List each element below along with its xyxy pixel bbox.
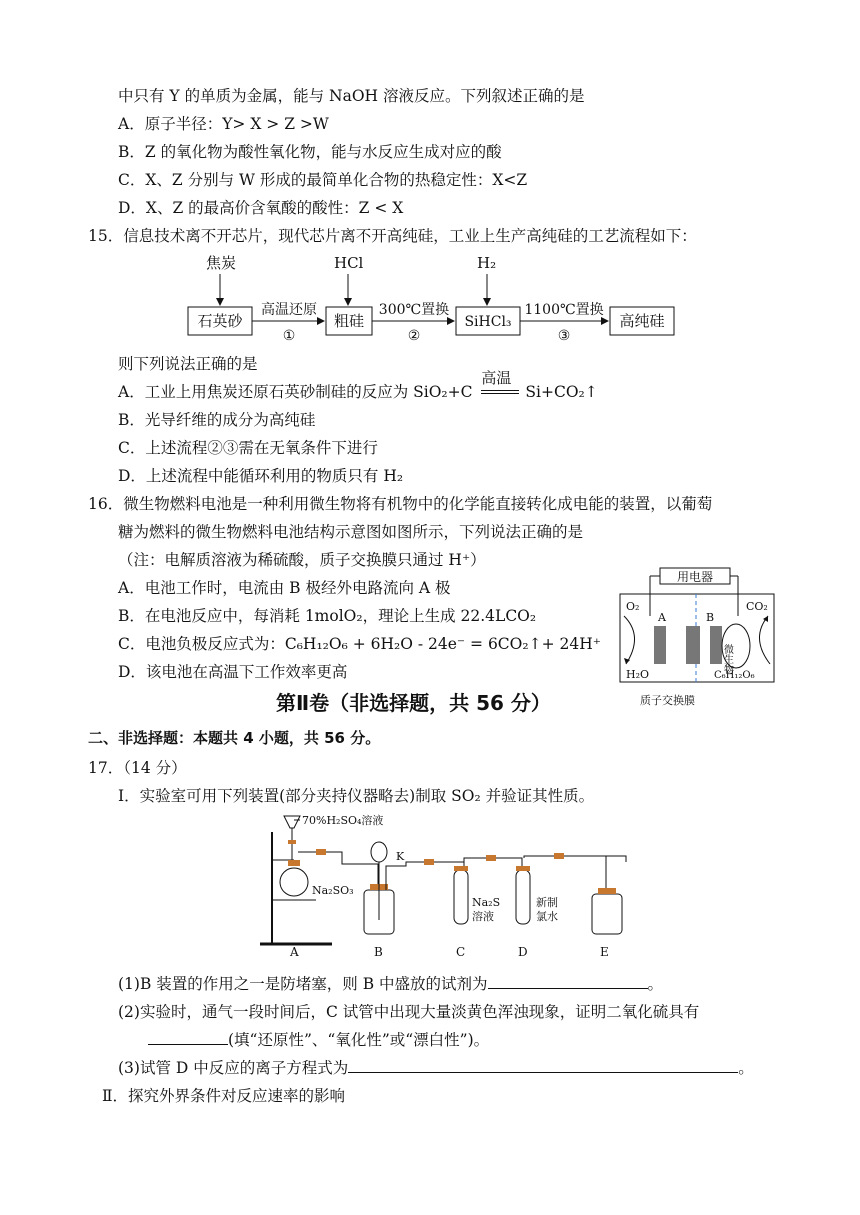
water-label: H₂O xyxy=(626,668,650,681)
flow-step-num-1: ① xyxy=(282,328,296,344)
flow-step-1: 高温还原 xyxy=(261,302,317,318)
flow-step-num-2: ② xyxy=(407,328,421,344)
q16-option-a: A．电池工作时，电流由 B 极经外电路流向 A 极 xyxy=(118,579,451,597)
fuel-cell-figure xyxy=(618,566,778,711)
flow-input-h2: H₂ xyxy=(477,254,497,272)
q17-sub-2-end: (填“还原性”、“氧化性”或“漂白性”)。 xyxy=(228,1031,490,1049)
flow-box-quartz: 石英砂 xyxy=(197,312,243,330)
q17-sub-3-end: 。 xyxy=(738,1059,754,1077)
q17-part2: Ⅱ．探究外界条件对反应速率的影响 xyxy=(102,1087,346,1105)
electrode-a-label: A xyxy=(658,611,666,624)
q15-a-text: A．工业上用焦炭还原石英砂制硅的反应为 SiO₂+C xyxy=(118,383,473,401)
flow-box-pure-si: 高纯硅 xyxy=(619,312,665,330)
reaction-condition xyxy=(477,369,525,402)
apparatus-label-e: E xyxy=(600,945,609,959)
q17-part1: Ⅰ．实验室可用下列装置(部分夹持仪器略去)制取 SO₂ 并验证其性质。 xyxy=(118,787,595,805)
answer-blank-2[interactable] xyxy=(148,1030,228,1045)
flow-input-coke: 焦炭 xyxy=(206,254,237,272)
q15-option-b: B．光导纤维的成分为高纯硅 xyxy=(118,411,316,429)
q17-sub-3 xyxy=(118,1058,754,1078)
device-label: 用电器 xyxy=(676,570,714,584)
flow-step-2: 300℃置换 xyxy=(378,302,450,318)
flow-step-num-3: ③ xyxy=(557,328,571,344)
q16-option-b: B．在电池反应中，每消耗 1molO₂，理论上生成 22.4LCO₂ xyxy=(118,607,537,625)
q16-stem-2: 糖为燃料的微生物燃料电池结构示意图如图所示，下列说法正确的是 xyxy=(118,523,584,541)
q14-option-a: A．原子半径：Y> X > Z >W xyxy=(118,115,329,133)
q17-number: 17．（14 分） xyxy=(88,759,187,777)
q16-option-d: D．该电池在高温下工作效率更高 xyxy=(118,663,348,681)
c-solution-1: Na₂S xyxy=(472,896,501,909)
q15-a-product: Si+CO₂↑ xyxy=(525,383,598,401)
reaction-condition-label: 高温 xyxy=(481,369,512,387)
acid-label: 70%H₂SO₄溶液 xyxy=(302,814,384,827)
d-solution-2: 氯水 xyxy=(536,910,558,923)
q17-sub-1-text: (1)B 装置的作用之一是防堵塞，则 B 中盛放的试剂为 xyxy=(118,975,488,993)
q15-option-c: C．上述流程②③需在无氧条件下进行 xyxy=(118,439,378,457)
q15-stem: 15．信息技术离不开芯片，现代芯片离不开高纯硅，工业上生产高纯硅的工艺流程如下： xyxy=(88,227,697,245)
answer-blank-3[interactable] xyxy=(348,1058,738,1073)
q17-sub-1 xyxy=(118,974,663,994)
flow-box-sihcl3: SiHCl₃ xyxy=(464,314,512,330)
membrane-caption: 质子交换膜 xyxy=(640,694,695,707)
solid-label: Na₂SO₃ xyxy=(312,884,354,897)
q14-option-b: B．Z 的氧化物为酸性氧化物，能与水反应生成对应的酸 xyxy=(118,143,502,161)
q17-sub-2: (2)实验时，通气一段时间后，C 试管中出现大量淡黄色浑浊现象，证明二氧化硫具有 xyxy=(118,1003,700,1021)
so2-apparatus-figure xyxy=(258,810,638,960)
q16-note: （注：电解质溶液为稀硫酸，质子交换膜只通过 H⁺） xyxy=(118,551,486,569)
q15-option-d: D．上述流程中能循环利用的物质只有 H₂ xyxy=(118,467,404,485)
apparatus-label-d: D xyxy=(518,945,528,959)
q15-flow-diagram xyxy=(180,250,700,350)
q16-option-c: C．电池负极反应式为：C₆H₁₂O₆ + 6H₂O - 24e⁻ = 6CO₂↑+ 24H⁺ xyxy=(118,635,601,653)
q17-sub-2-cont xyxy=(148,1030,489,1050)
apparatus-label-c: C xyxy=(456,945,466,959)
q16-stem-1: 16．微生物燃料电池是一种利用微生物将有机物中的化学能直接转化成电能的装置，以葡萄 xyxy=(88,495,713,513)
q14-stem-tail: 中只有 Y 的单质为金属，能与 NaOH 溶液反应。下列叙述正确的是 xyxy=(118,87,585,105)
q17-sub-3-text: (3)试管 D 中反应的离子方程式为 xyxy=(118,1059,349,1077)
o2-label: O₂ xyxy=(626,600,640,613)
q14-option-c: C．X、Z 分别与 W 形成的最简单化合物的热稳定性：X<Z xyxy=(118,171,528,189)
part2-heading: 二、非选择题：本题共 4 小题，共 56 分。 xyxy=(88,729,381,747)
valve-label: K xyxy=(396,850,405,863)
electrode-b-label: B xyxy=(706,611,715,624)
q17-sub-1-end: 。 xyxy=(647,975,664,993)
glucose-label: C₆H₁₂O₆ xyxy=(714,670,755,681)
c-solution-2: 溶液 xyxy=(472,910,494,923)
q15-option-a xyxy=(118,369,598,402)
q15-prompt: 则下列说法正确的是 xyxy=(118,355,258,373)
part2-title: 第Ⅱ卷（非选择题，共 56 分） xyxy=(276,691,551,715)
microbe-label: 微生物 xyxy=(721,644,733,674)
d-solution-1: 新制 xyxy=(536,896,558,909)
flow-box-crude-si: 粗硅 xyxy=(333,312,365,330)
flow-step-3: 1100℃置换 xyxy=(524,302,604,318)
answer-blank-1[interactable] xyxy=(488,974,648,989)
apparatus-label-a: A xyxy=(290,945,299,959)
co2-label: CO₂ xyxy=(746,600,768,613)
flow-input-hcl: HCl xyxy=(334,254,364,272)
q14-option-d: D．X、Z 的最高价含氧酸的酸性：Z < X xyxy=(118,199,404,217)
apparatus-label-b: B xyxy=(374,945,383,959)
